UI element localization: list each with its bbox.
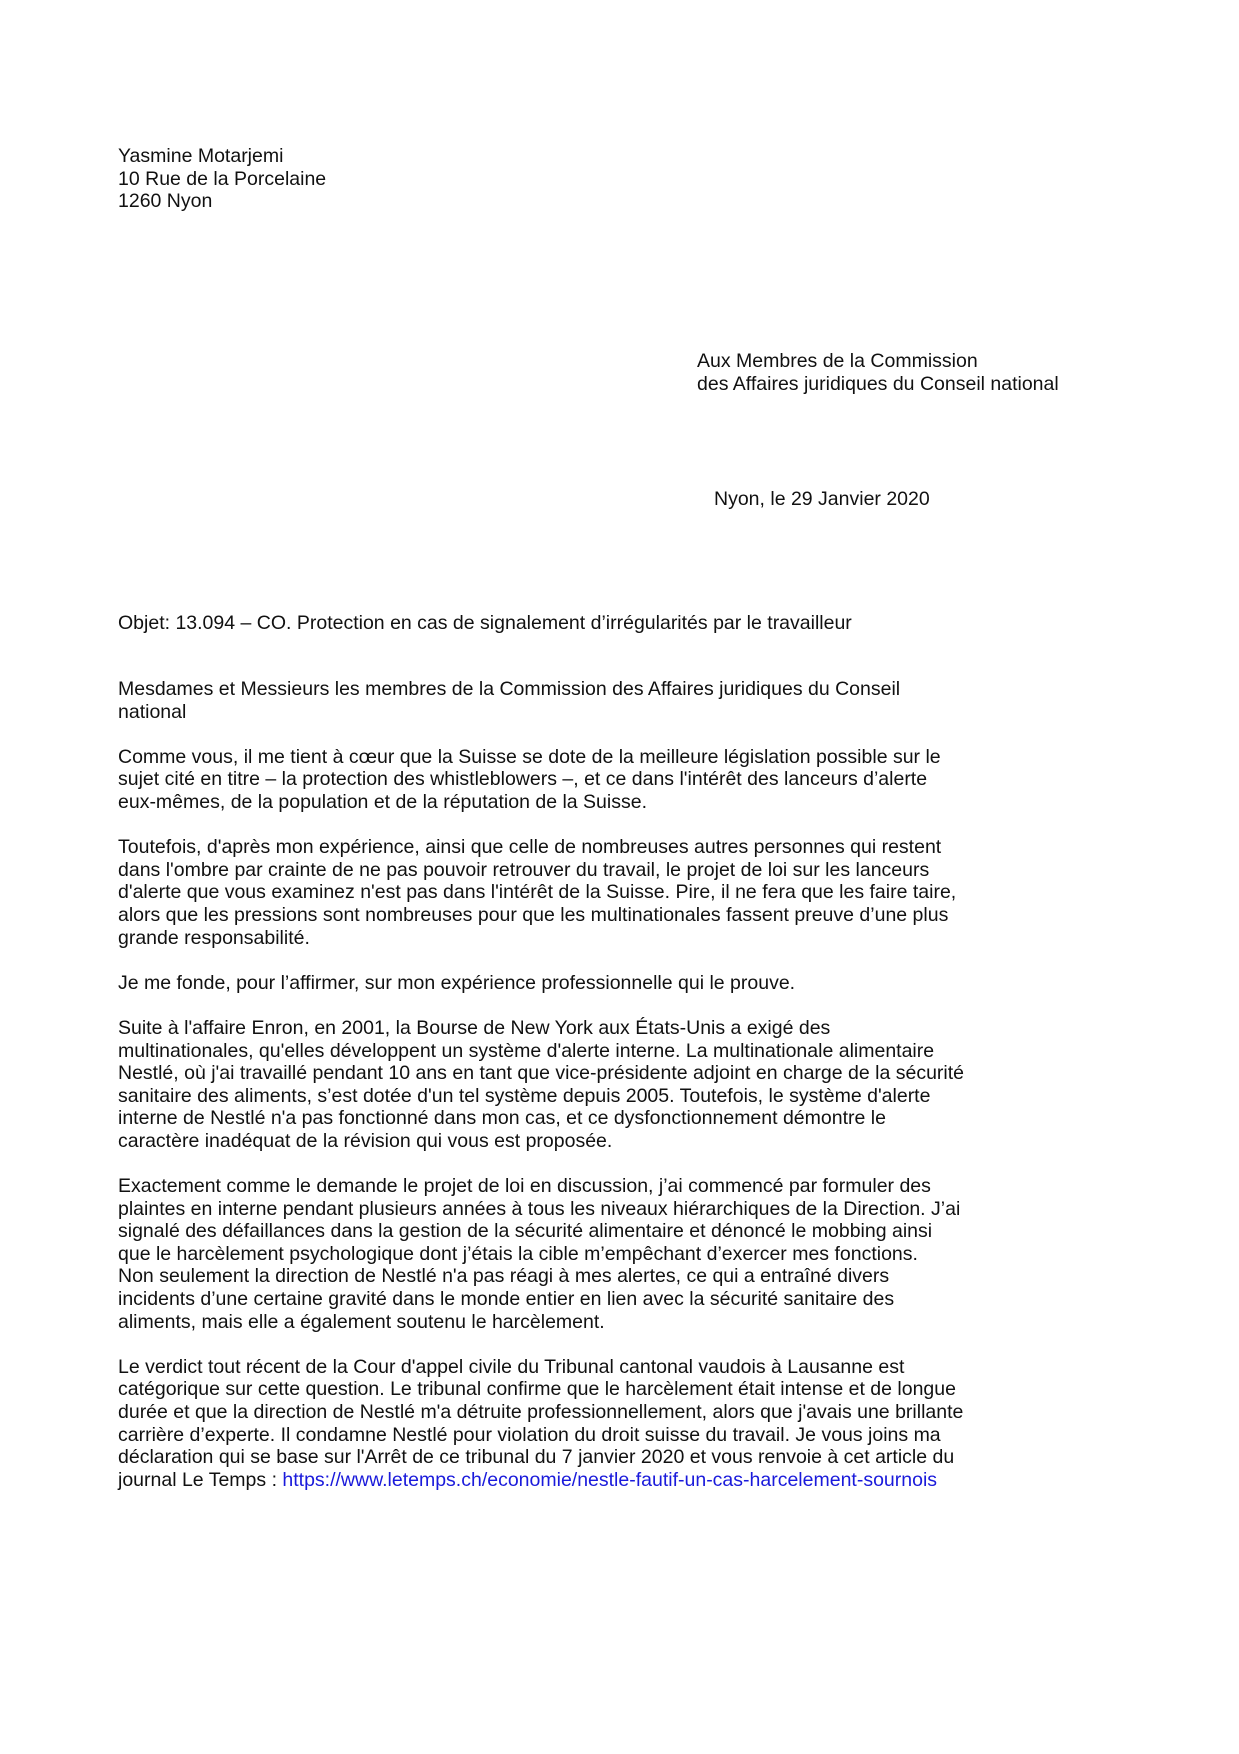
paragraph-basis (118, 972, 1128, 995)
letter-body (118, 678, 1128, 1514)
paragraph-line: grande responsabilité. (118, 926, 310, 949)
paragraph-line: eux-mêmes, de la population et de la réputation de la Suisse. (118, 790, 647, 813)
sender-city: 1260 Nyon (118, 190, 213, 213)
paragraph-line: Le verdict tout récent de la Cour d'appel civile du Tribunal cantonal vaudois à Lausanne est (118, 1355, 905, 1378)
paragraph-line: caractère inadéquat de la révision qui vous est proposée. (118, 1129, 613, 1152)
letter-subject: Objet: 13.094 – CO. Protection en cas de signalement d’irrégularités par le travailleur (118, 612, 852, 634)
salutation-line: Mesdames et Messieurs les membres de la Commission des Affaires juridiques du Conseil (118, 678, 901, 700)
paragraph-line: Je me fonde, pour l’affirmer, sur mon expérience professionnelle qui le prouve. (118, 971, 796, 994)
paragraph-concern (118, 836, 1128, 949)
paragraph-line: Nestlé, où j'ai travaillé pendant 10 ans en tant que vice-présidente adjoint en charge de la sécurité (118, 1062, 965, 1085)
le-temps-article-link[interactable]: https://www.letemps.ch/economie/nestle-fautif-un-cas-harcelement-sournois (282, 1468, 938, 1491)
paragraph-line: Comme vous, il me tient à cœur que la Suisse se dote de la meilleure législation possible sur le (118, 745, 941, 768)
paragraph-line: que le harcèlement psychologique dont j’étais la cible m’empêchant d’exercer mes fonctions. (118, 1242, 918, 1265)
paragraph-line: signalé des défaillances dans la gestion de la sécurité alimentaire et dénoncé le mobbing ainsi (118, 1220, 933, 1243)
recipient-line-1: Aux Membres de la Commission (697, 350, 978, 372)
paragraph-line: multinationales, qu'elles développent un système d'alerte interne. La multinationale alimentaire (118, 1039, 935, 1062)
sender-address-block (118, 145, 326, 213)
paragraph-line: durée et que la direction de Nestlé m'a détruite professionnellement, alors que j'avais une brillante (118, 1401, 964, 1423)
paragraph-line: interne de Nestlé n'a pas fonctionné dans mon cas, et ce dysfonctionnement démontre le (118, 1107, 886, 1130)
paragraph-line: sujet cité en titre – la protection des whistleblowers –, et ce dans l'intérêt des lanceurs d’alerte (118, 768, 928, 791)
salutation (118, 678, 1128, 723)
paragraph-line: plaintes en interne pendant plusieurs années à tous les niveaux hiérarchiques de la Direction. J’ai (118, 1197, 961, 1220)
salutation-line: national (118, 700, 187, 723)
paragraph-line: d'alerte que vous examinez n'est pas dans l'intérêt de la Suisse. Pire, il ne fera que les faire taire, (118, 881, 957, 904)
paragraph-verdict (118, 1356, 1128, 1492)
recipient-line-2: des Affaires juridiques du Conseil national (697, 372, 1059, 395)
paragraph-line: Toutefois, d'après mon expérience, ainsi que celle de nombreuses autres personnes qui restent (118, 836, 942, 859)
sender-name: Yasmine Motarjemi (118, 145, 284, 167)
paragraph-line: Non seulement la direction de Nestlé n'a pas réagi à mes alertes, ce qui a entraîné divers (118, 1265, 890, 1288)
paragraph-line: aliments, mais elle a également soutenu le harcèlement. (118, 1310, 605, 1333)
paragraph-line: déclaration qui se base sur l'Arrêt de ce tribunal du 7 janvier 2020 et vous renvoie à cet article du (118, 1446, 955, 1469)
paragraph-line: dans l'ombre par crainte de ne pas pouvoir retrouver du travail, le projet de loi sur les lanceurs (118, 858, 930, 881)
paragraph-enron (118, 1017, 1128, 1153)
paragraph-line: incidents d’une certaine gravité dans le monde entier en lien avec la sécurité sanitaire des (118, 1288, 895, 1311)
paragraph-line: Exactement comme le demande le projet de loi en discussion, j’ai commencé par formuler des (118, 1175, 931, 1198)
paragraph-line: alors que les pressions sont nombreuses pour que les multinationales fassent preuve d’une plus (118, 903, 949, 926)
paragraph-intro (118, 746, 1128, 814)
sender-street: 10 Rue de la Porcelaine (118, 167, 327, 190)
paragraph-line-with-link (118, 1469, 1128, 1492)
link-prefix-text: journal Le Temps : (118, 1468, 283, 1491)
recipient-address-block (697, 350, 1059, 395)
paragraph-line: catégorique sur cette question. Le tribunal confirme que le harcèlement était intense et de longue (118, 1378, 956, 1401)
paragraph-complaints (118, 1175, 1128, 1333)
paragraph-line: sanitaire des aliments, s’est dotée d'un tel système depuis 2005. Toutefois, le système d'alerte (118, 1084, 931, 1107)
paragraph-line: Suite à l'affaire Enron, en 2001, la Bourse de New York aux États-Unis a exigé des (118, 1016, 831, 1039)
paragraph-line: carrière d’experte. Il condamne Nestlé pour violation du droit suisse du travail. Je vous joins ma (118, 1423, 941, 1446)
letter-date: Nyon, le 29 Janvier 2020 (714, 488, 930, 510)
